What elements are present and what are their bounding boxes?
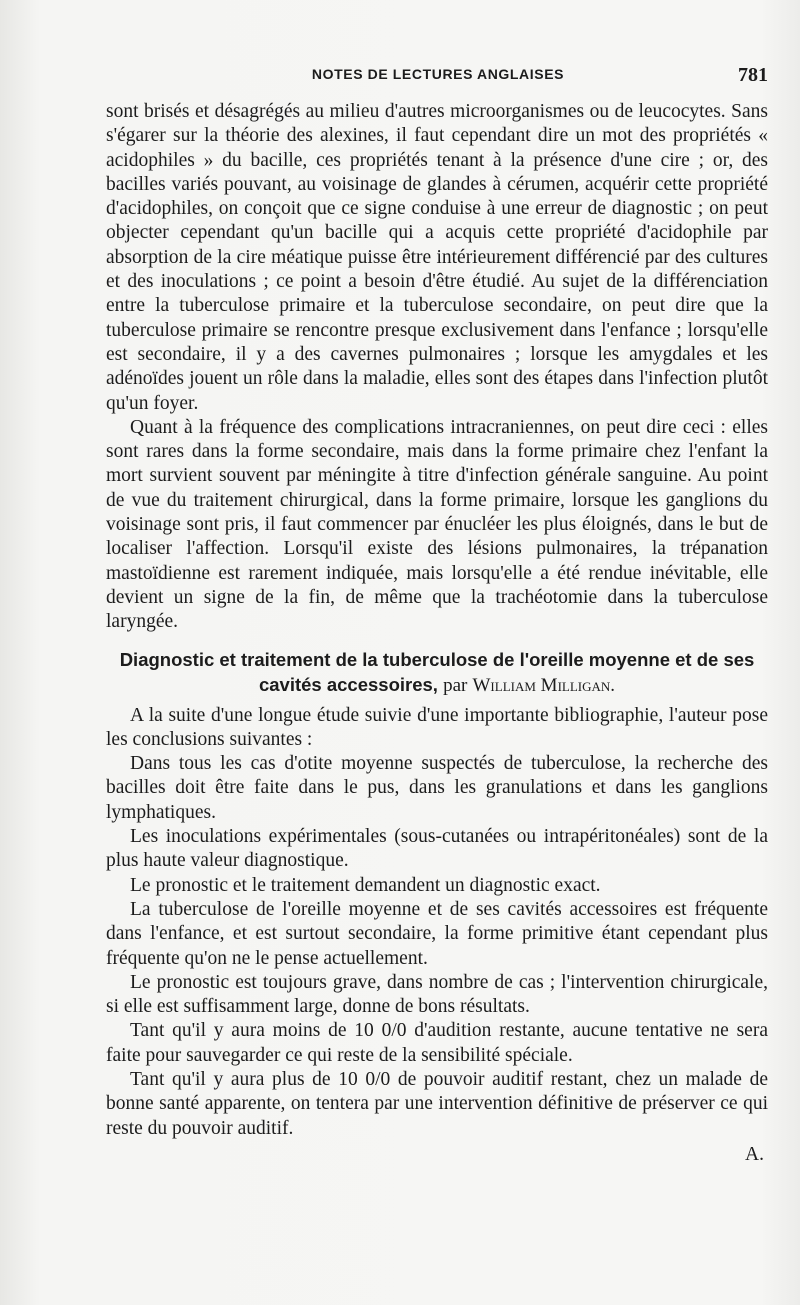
paragraph-conclusion-1: Dans tous les cas d'otite moyenne suspectés de tuberculose, la recherche des bacilles doit être faite dans le pus, dans les granulations et dans les ganglions lymphatiques. — [106, 753, 768, 823]
paragraph-conclusion-3: Le pronostic et le traitement demandent un diagnostic exact. — [130, 874, 601, 896]
signature: A. — [745, 1143, 764, 1165]
page-body — [106, 100, 768, 1167]
paragraph-complications: Quant à la fréquence des complications intracraniennes, on peut dire ceci : elles sont rares dans la forme secondaire, mais dans la forme primaire chez l'enfant la mort survient souvent par méningite à titre d'infection générale sanguine. Au point de vue du traitement chirurgical, dans la forme primaire, lorsque les ganglions du voisinage sont pris, il faut commencer par énucléer les plus éloignés, dans le but de localiser l'affection. Lorsqu'il existe des lésions pulmonaires, la trépanation mastoïdienne est rarement indiquée, mais lorsqu'elle a été rendue inévitable, elle devient un signe de la fin, de même que la trachéotomie dans la tuberculose laryngée. — [106, 416, 768, 633]
section-heading — [106, 647, 768, 698]
section-author: William Milligan. — [472, 674, 616, 696]
running-title: NOTES DE LECTURES ANGLAISES — [311, 66, 565, 82]
page-number: 781 — [738, 64, 768, 86]
paragraph-intro: A la suite d'une longue étude suivie d'une importante bibliographie, l'auteur pose les conclusions suivantes : — [106, 704, 768, 750]
paragraph-conclusion-7: Tant qu'il y aura plus de 10 0/0 de pouvoir auditif restant, chez un malade de bonne santé apparente, on tentera par une intervention définitive de préserver ce qui reste du pouvoir auditif. — [106, 1068, 768, 1139]
paragraph-conclusion-4: La tuberculose de l'oreille moyenne et de ses cavités accessoires est fréquente dans l'enfance, et est surtout secondaire, la forme primitive étant cependant plus fréquente qu'on ne le pense actuellement. — [106, 898, 768, 969]
paragraph-continuation: sont brisés et désagrégés au milieu d'autres microorganismes ou de leucocytes. Sans s'égarer sur la théorie des alexines, il faut cependant dire un mot des propriétés « acidophiles » du bacille, ces propriétés tenant à la présence d'une cire ; or, des bacilles variés pouvant, au voisinage de glandes à cérumen, acquérir cette propriété d'acidophiles, on conçoit que ce signe conduise à une erreur de diagnostic ; on peut objecter cependant qu'un bacille qui a acquis cette propriété d'acidophile par absorption de la cire méatique puisse être intérieurement différencié par des cultures et des inoculations ; ce point a besoin d'être étudié. Au sujet de la différenciation entre la tuberculose primaire et la tuberculose secondaire, on peut dire que la tuberculose primaire se rencontre presque exclusivement dans l'enfance ; lorsqu'elle est secondaire, il y a des cavernes pulmonaires ; lorsque les amygdales et les adénoïdes jouent un rôle dans la maladie, elles sont des étapes dans l'infection plutôt qu'un foyer. — [106, 101, 768, 414]
section-title: Diagnostic et traitement de la tuberculose de l'oreille moyenne et de ses cavités accessoires, — [119, 648, 755, 695]
section-by: par — [443, 674, 468, 696]
paragraph-conclusion-5: Le pronostic est toujours grave, dans nombre de cas ; l'intervention chirurgicale, si elle est suffisamment large, donne de bons résultats. — [106, 971, 768, 1018]
page-header — [108, 64, 768, 88]
paragraph-conclusion-2: Les inoculations expérimentales (sous-cutanées ou intrapéritonéales) sont de la plus haute valeur diagnostique. — [106, 826, 768, 872]
paragraph-conclusion-6: Tant qu'il y aura moins de 10 0/0 d'audition restante, aucune tentative ne sera faite pour sauvegarder ce qui reste de la sensibilité spéciale. — [106, 1020, 768, 1066]
